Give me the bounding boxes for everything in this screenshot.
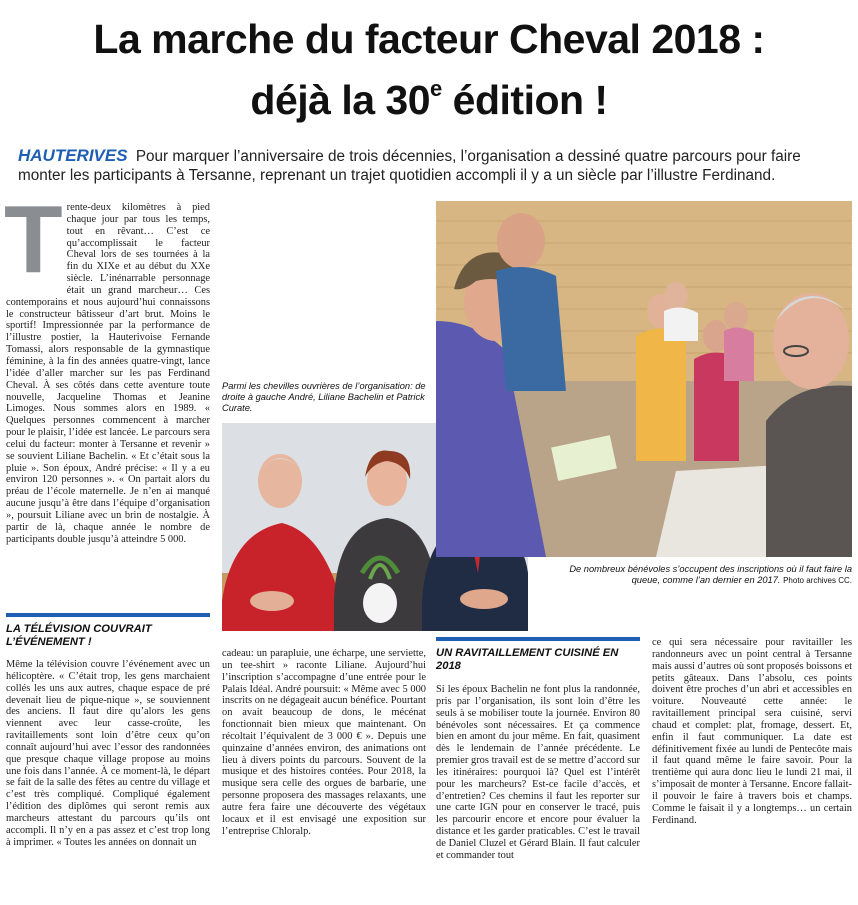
headline-line-1: La marche du facteur Cheval 2018 :: [93, 16, 765, 62]
continuation-text: cadeau: un parapluie, une écharpe, une serviette, un tee-shirt » raconte Liliane. Aujourd’hui l’inscription s’accompagne d’une entrée pour le Palais Idéal. André poursuit: « Même avec 5 000 inscrits on ne dégageait aucun bénéfice. Pourtant on avait beaucoup de dons, le mécénat fonctionnait bien mieux que maintenant. On récoltait l’équivalent de 3 000 € ». Depuis une quinzaine d’années environ, des animations ont lieu à divers points du parcours. Souvent de la musique et des histoires contées. Pour 2018, la musique sera celle des orgues de barbarie, une personne proposera des massages relaxants, une autre fera faire une découverte des végétaux locaux et il est envisagé une exposition sur l’entreprise Chloralp.: [222, 648, 426, 837]
section-title-ravitaillement: UN RAVITAILLEMENT CUISINÉ EN 2018: [436, 647, 619, 672]
headline-line-2: déjà la 30e édition !: [250, 76, 608, 123]
section-title-tv: LA TÉLÉVISION COUVRAIT L’ÉVÉNEMENT !: [6, 623, 152, 648]
volunteers-photo: [436, 201, 852, 557]
closing-column: [652, 637, 852, 827]
intro-text: rente-deux kilomètres à pied chaque jour par tous les temps, tout en rêvant… C’est ce qu’accomplissait le facteur Cheval lors de ses tournées à la fin du XIXe et au début du XXe siècle. L’inénarrable personnage était un grand marcheur… Ces contemporains et nous aujourd’hui connaissons le constructeur bâtisseur d’art brut. Moins le sportif! Impressionnée par la performance de l’illustre postier, la Hauterivoise Fernande Tomassi, alors responsable de la gymnastique féminine, à la fin des années quatre-vingt, lance l’idée d’aller marcher sur les pas Ferdinand Cheval. À ses côtés dans cette aventure toute nouvelle, Jacqueline Thomas et Jeanine Limoges. Nous sommes alors en 1989. « Quelques personnes commencent à marcher pour le plaisir, l’idée est lancée. Le parcours sera celui du facteur: monter à Tersanne et revenir » se souvient Liliane Bachelin. « Et c’était sous la pluie ». Son époux, André précise: « Il y a eu environ 120 personnes ». « On partait alors du préau de l’école maternelle. Je n’en ai manqué aucune jusqu’à être dans l’équipe d’organisation », poursuit Liliane avec un brin de nostalgie. À partir de là, chaque année le nombre de participants double jusqu’à atteindre 5 000.: [6, 202, 210, 545]
dateline-place: HAUTERIVES: [18, 146, 128, 165]
tv-text: Même la télévision couvre l’événement avec un hélicoptère. « C’était trop, les gens marchaient collés les uns aux autres, chaque espace de pré devenait lieu de pique-nique », se souviennent des anciens. Il faut dire qu’alors les gens viennent avec leur casse-croûte, les ravitaillements sont loin d’être ceux qu’on connaît aujourd’hui avec l’essor des randonnées que presque chaque village propose au moins une fois dans l’année. À ce moment-là, le départ se fait de la salle des fêtes au centre du village et c’est très compliqué. Compliqué également l’édition des diplômes qui seront remis aux marcheurs attestant du parcours qu’ils ont accompli. Il n’y en a pas assez et c’est trop long à imprimer. « Toutes les années on donnait un: [6, 659, 210, 848]
drop-cap: T: [4, 186, 63, 293]
intro-column: [4, 186, 210, 545]
volunteers-photo-illustration: [436, 201, 852, 557]
closing-text: ce qui sera nécessaire pour ravitailler les randonneurs avec un point central à Tersanne mais aussi d’autres où sont proposés boissons et petits gâteaux. Dans l’absolu, ces points doivent être proches d’un abri et accessibles en voiture. Nouveauté cette année: le ravitaillement principal sera cuisiné, servi chaud et complet: plat, fromage, dessert. Et, enfin il faut communiquer. La date est définitivement fixée au lundi de Pentecôte mais il faut quand même le faire savoir. Pour la trentième qui aura donc lieu le lundi 21 mai, il s’imposait de monter à Tersanne. Encore fallait-il pouvoir le faire à travers bois et champs. Comme le faisait il y a longtemps… un certain Ferdinand.: [652, 637, 853, 826]
photo-credit: Photo archives CC.: [783, 576, 852, 585]
continuation-column: [222, 648, 426, 838]
ravitaillement-column: [436, 684, 640, 862]
photo-big-caption: [540, 564, 852, 586]
tv-column: [6, 659, 210, 849]
section-rule: [436, 637, 640, 641]
article-headline: [0, 14, 858, 125]
photo-big-caption-text: De nombreux bénévoles s’occupent des inscriptions où il faut faire la queue, comme l’an dernier en 2017.: [569, 564, 852, 585]
photo-small-caption: Parmi les chevilles ouvrières de l’organisation: de droite à gauche André, Liliane Bachelin et Patrick Curate.: [222, 381, 426, 413]
article-lead: [18, 146, 848, 185]
lead-text: Pour marquer l’anniversaire de trois décennies, l’organisation a dessiné quatre parcours pour faire monter les participants à Tersanne, reprenant un trajet quotidien accompli il y a un siècle par l’illustre Ferdinand.: [18, 148, 801, 184]
ravitaillement-text: Si les époux Bachelin ne font plus la randonnée, pris par l’organisation, ils sont loin d’être les seuls à se mobiliser toute la journée. Environ 80 bénévoles sont nécessaires. Et ça commence bien en amont du jour même. En fait, quasiment dès le lendemain de l’année précédente. Le premier gros travail est de se mettre d’accord sur les itinéraires: pourquoi là? Quel est l’intérêt pour les marcheurs? Est-ce facile d’accès, et d’entretien? Ces chemins il faut les reporter sur une carte IGN pour en conserver le tracé, puis les parcourir encore et encore pour évaluer la distance et les garder praticables. C’est le travail de Daniel Cluzel et Gérard Blain. Il faut calculer et commander tout: [436, 684, 640, 861]
section-rule: [6, 613, 210, 617]
